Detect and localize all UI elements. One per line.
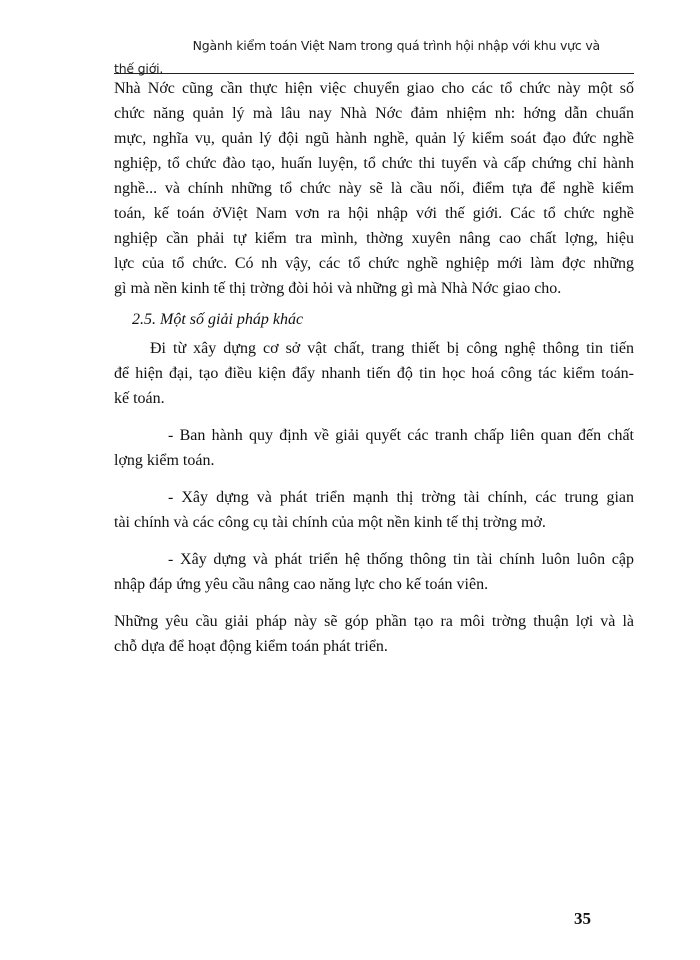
page-body [114, 76, 634, 659]
page-number: 35 [574, 909, 591, 928]
paragraph-5 [114, 547, 634, 597]
text-line: nhập đáp ứng yêu cầu nâng cao năng lực cho kế toán viên. [114, 576, 489, 593]
text-line: chức năng quản lý mà lâu nay Nhà Nớc đảm nhiệm nh: hớng dẫn chuẩn [114, 105, 634, 122]
running-header-line2: thế giới. [114, 61, 164, 76]
text-line: lực của tổ chức. Có nh vậy, các tổ chức nghề nghiệp mới làm đợc những [114, 255, 634, 272]
text-line: nghiệp, tổ chức đào tạo, huấn luyện, tổ chức thi tuyển và cấp chứng chỉ hành [114, 155, 634, 172]
text-line: - Xây dựng và phát triển mạnh thị trờng tài chính, các trung gian [168, 489, 634, 506]
text-line: - Xây dựng và phát triển hệ thống thông tin tài chính luôn luôn cập [168, 551, 634, 568]
paragraph-2 [114, 336, 634, 411]
text-line: Nhà Nớc cũng cần thực hiện việc chuyển giao cho các tổ chức này một số [114, 80, 634, 97]
paragraph-6 [114, 609, 634, 659]
text-line: lợng kiểm toán. [114, 452, 215, 469]
text-line: gì mà nền kinh tế thị trờng đòi hỏi và những gì mà Nhà Nớc giao cho. [114, 280, 562, 297]
text-line: tài chính và các công cụ tài chính của một nền kinh tế thị trờng mở. [114, 514, 546, 531]
section-heading: 2.5. Một số giải pháp khác [132, 311, 304, 328]
text-line: - Ban hành quy định về giải quyết các tranh chấp liên quan đến chất [168, 427, 634, 444]
text-line: mực, nghĩa vụ, quản lý đội ngũ hành nghề, quản lý kiểm soát đạo đức nghề [114, 130, 634, 147]
header-rule [114, 73, 634, 74]
text-line: để hiện đại, tạo điều kiện đẩy nhanh tiến độ tin học hoá công tác kiểm toán- [114, 365, 634, 382]
text-line: chỗ dựa để hoạt động kiểm toán phát triển. [114, 638, 388, 655]
text-line: nghề... và chính những tổ chức này sẽ là cầu nối, điểm tựa để nghề kiểm [114, 180, 634, 197]
running-header [114, 38, 634, 76]
text-line: Những yêu cầu giải pháp này sẽ góp phần tạo ra môi trờng thuận lợi và là [114, 613, 634, 630]
running-header-line1: Ngành kiểm toán Việt Nam trong quá trình hội nhập với khu vực và [192, 38, 600, 53]
paragraph-1 [114, 76, 634, 301]
text-line: kế toán. [114, 390, 165, 407]
text-line: Đi từ xây dựng cơ sở vật chất, trang thiết bị công nghệ thông tin tiến [150, 340, 634, 357]
text-line: nghiệp cần phải tự kiểm tra mình, thờng xuyên nâng cao chất lợng, hiệu [114, 230, 634, 247]
text-line: toán, kế toán ởViệt Nam vơn ra hội nhập với thế giới. Các tổ chức nghề [114, 205, 634, 222]
paragraph-4 [114, 485, 634, 535]
paragraph-3 [114, 423, 634, 473]
